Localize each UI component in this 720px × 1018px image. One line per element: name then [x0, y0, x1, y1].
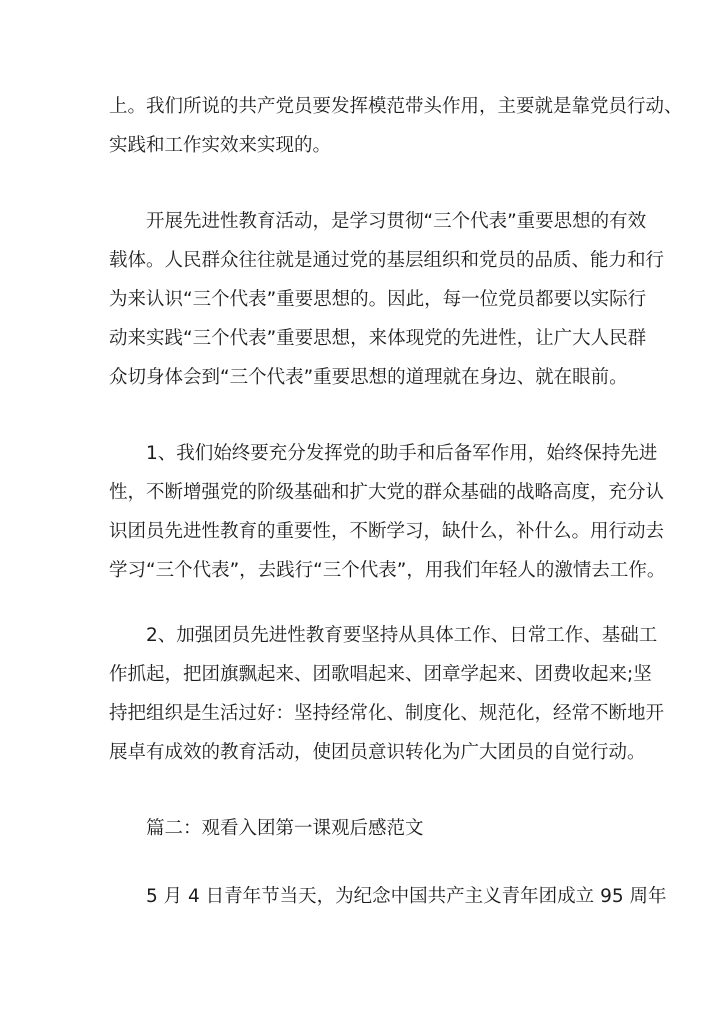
text-line: 动来实践“三个代表”重要思想，来体现党的先进性，让广大人民群 — [109, 328, 647, 349]
text-line: 持把组织是生活过好：坚持经常化、制度化、规范化，经常不断地开 — [109, 703, 665, 724]
text-line: 开展先进性教育活动，是学习贯彻“三个代表”重要思想的有效 — [146, 211, 647, 232]
text-line: 性，不断增强党的阶级基础和扩大党的群众基础的战略高度，充分认 — [109, 482, 665, 503]
text-line: 众切身体会到“三个代表”重要思想的道理就在身边、就在眼前。 — [109, 367, 628, 388]
text-line: 作抓起，把团旗飘起来、团歌唱起来、团章学起来、团费收起来;坚 — [109, 664, 652, 685]
text-line: 识团员先进性教育的重要性，不断学习，缺什么，补什么。用行动去 — [109, 521, 665, 542]
text-line: 实践和工作实效来实现的。 — [109, 135, 332, 156]
text-line: 为来认识“三个代表”重要思想的。因此，每一位党员都要以实际行 — [109, 289, 647, 310]
text-line: 上。我们所说的共产党员要发挥模范带头作用，主要就是靠党员行动、 — [109, 96, 683, 117]
text-line: 学习“三个代表”，去践行“三个代表”，用我们年轻人的激情去工作。 — [109, 560, 666, 581]
text-line: 5 月 4 日青年节当天，为纪念中国共产主义青年团成立 95 周年 — [146, 886, 667, 907]
section-heading: 篇二：观看入团第一课观后感范文 — [146, 818, 424, 839]
text-line: 1、我们始终要充分发挥党的助手和后备军作用，始终保持先进 — [146, 443, 658, 464]
text-line: 载体。人民群众往往就是通过党的基层组织和党员的品质、能力和行 — [109, 250, 665, 271]
text-line: 2、加强团员先进性教育要坚持从具体工作、日常工作、基础工 — [146, 625, 658, 646]
text-line: 展卓有成效的教育活动，使团员意识转化为广大团员的自觉行动。 — [109, 742, 646, 763]
